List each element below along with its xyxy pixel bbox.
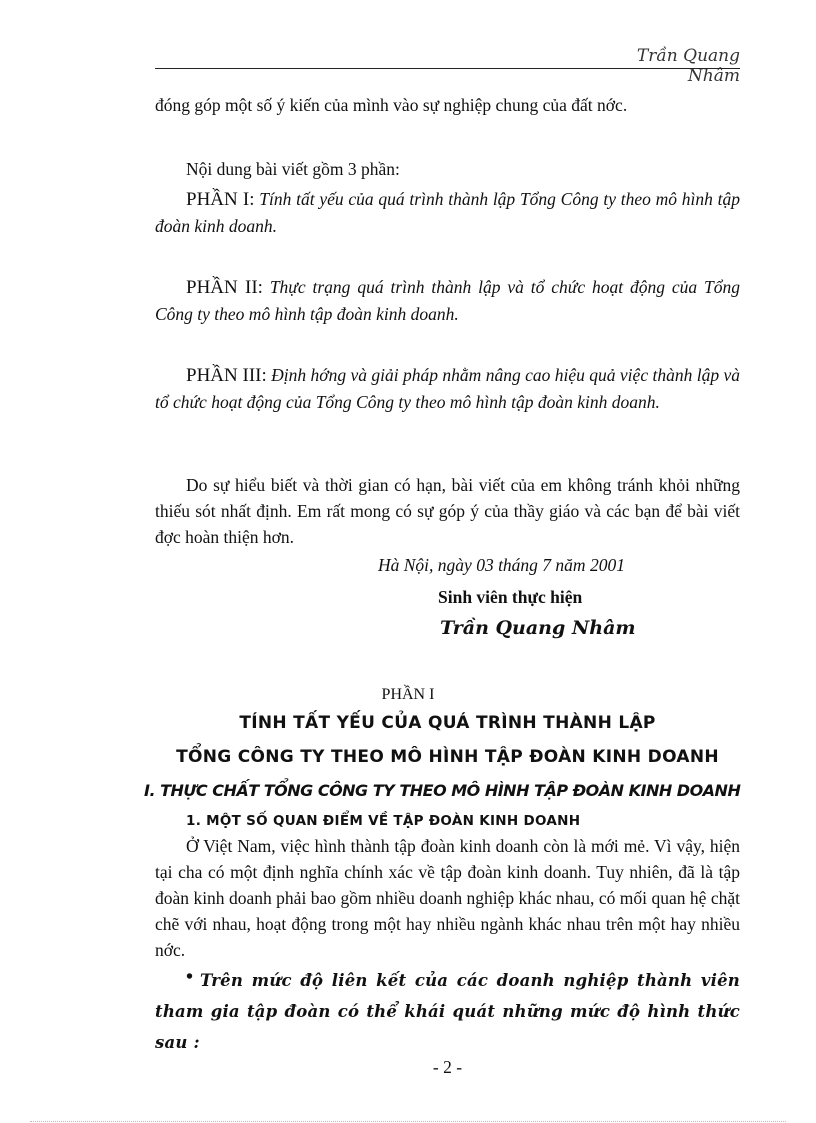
signer-title: Sinh viên thực hiện [438, 587, 583, 607]
signer-name: Trần Quang Nhâm [440, 617, 636, 639]
part-1-text: Tính tất yếu của quá trình thành lập Tổng Công ty theo mô hình tập đoàn kinh doanh. [155, 189, 741, 236]
outline-part-2 [155, 274, 740, 327]
part-2-text: Thực trạng quá trình thành lập và tổ chức hoạt động của Tổng Công ty theo mô hình tập đoàn kinh doanh. [155, 277, 741, 324]
subsection-heading: 1. MỘT SỐ QUAN ĐIỂM VỀ TẬP ĐOÀN KINH DOANH [186, 813, 581, 829]
page-number: - 2 - [432, 1057, 463, 1077]
running-header-author: Trần Quang Nhâm [636, 46, 740, 86]
part-3-text: Định hớng và giải pháp nhằm nâng cao hiệu quả việc thành lập và tổ chức hoạt động của Tổng Công ty theo mô hình tập đoàn kinh doanh. [155, 365, 740, 412]
outline-part-1 [155, 186, 740, 239]
outline-lead: Nội dung bài viết gồm 3 phần: [186, 159, 400, 179]
intro-closing-line: đóng góp một số ý kiến của mình vào sự nghiệp chung của đất nớc. [155, 95, 628, 115]
header-rule [155, 68, 740, 69]
chapter-heading: I. THỰC CHẤT TỔNG CÔNG TY THEO MÔ HÌNH TẬP ĐOÀN KINH DOANH [144, 781, 741, 800]
closing-paragraph: Do sự hiểu biết và thời gian có hạn, bài viết của em không tránh khỏi những thiếu sót nhất định. Em rất mong có sự góp ý của thầy giáo và các bạn để bài viết đợc hoàn thiện hơn. [155, 475, 740, 547]
outline-part-3 [155, 362, 740, 415]
part-2-label: PHẦN II: [186, 277, 263, 298]
part-title-line-2: TỔNG CÔNG TY THEO MÔ HÌNH TẬP ĐOÀN KINH DOANH [176, 747, 719, 767]
bullet-paragraph: Trên mức độ liên kết của các doanh nghiệp thành viên tham gia tập đoàn có thể khái quát những mức độ hình thức sau : [155, 971, 740, 1052]
part-label: PHẦN I [381, 686, 435, 703]
body-paragraph: Ở Việt Nam, việc hình thành tập đoàn kinh doanh còn là mới mẻ. Vì vậy, hiện tại cha có một định nghĩa chính xác về tập đoàn kinh doanh. Tuy nhiên, đã là tập đoàn kinh doanh phải bao gồm nhiều doanh nghiệp khác nhau, có mối quan hệ chặt chẽ với nhau, hoạt động trong một hay nhiều ngành khác nhau trên một hay nhiều nớc. [155, 836, 740, 960]
page-border [30, 1121, 786, 1122]
signature-date: Hà Nội, ngày 03 tháng 7 năm 2001 [378, 555, 625, 575]
part-title-line-1: TÍNH TẤT YẾU CỦA QUÁ TRÌNH THÀNH LẬP [239, 713, 656, 733]
part-1-label: PHẦN I: [186, 189, 255, 210]
part-3-label: PHẦN III: [186, 365, 267, 386]
bullet-icon: • [186, 966, 194, 988]
